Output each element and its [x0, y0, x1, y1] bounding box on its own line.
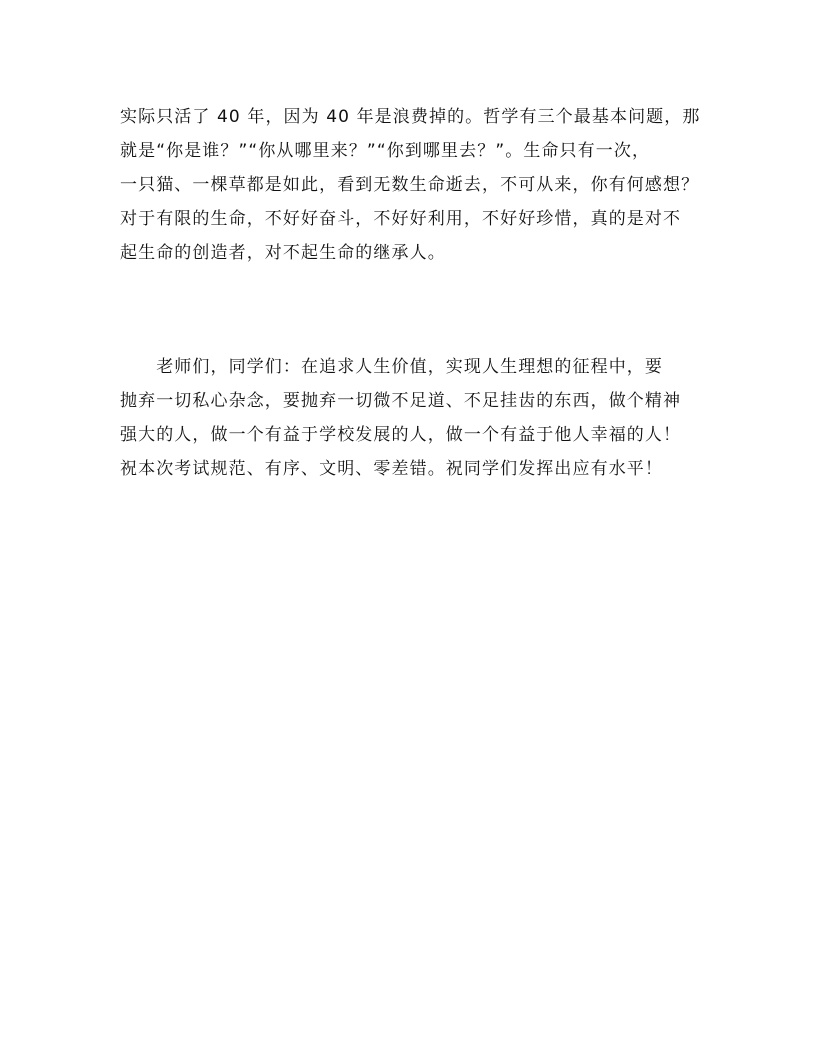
paragraph-line: 祝本次考试规范、有序、文明、零差错。祝同学们发挥出应有水平！ [120, 459, 663, 479]
paragraph-line: 一只猫、一棵草都是如此，看到无数生命逝去，不可从来，你有何感想？ [120, 175, 700, 195]
paragraph-line: 起生命的创造者，对不起生命的继承人。 [120, 243, 446, 263]
paragraph-line: 就是“你是谁？”“你从哪里来？”“你到哪里去？”。生命只有一次， [120, 141, 651, 161]
paragraph-line: 对于有限的生命，不好好奋斗，不好好利用，不好好珍惜，真的是对不 [120, 209, 682, 229]
paragraph-line: 强大的人，做一个有益于学校发展的人，做一个有益于他人幸福的人！ [120, 425, 682, 445]
paragraph-1 [120, 100, 700, 270]
paragraph-line: 老师们，同学们：在追求人生价值，实现人生理想的征程中，要 [120, 357, 663, 377]
paragraph-line: 抛弃一切私心杂念，要抛弃一切微不足道、不足挂齿的东西，做个精神 [120, 391, 682, 411]
paragraph-2 [120, 350, 700, 486]
paragraph-line: 实际只活了 40 年，因为 40 年是浪费掉的。哲学有三个最基本问题，那 [120, 107, 701, 127]
